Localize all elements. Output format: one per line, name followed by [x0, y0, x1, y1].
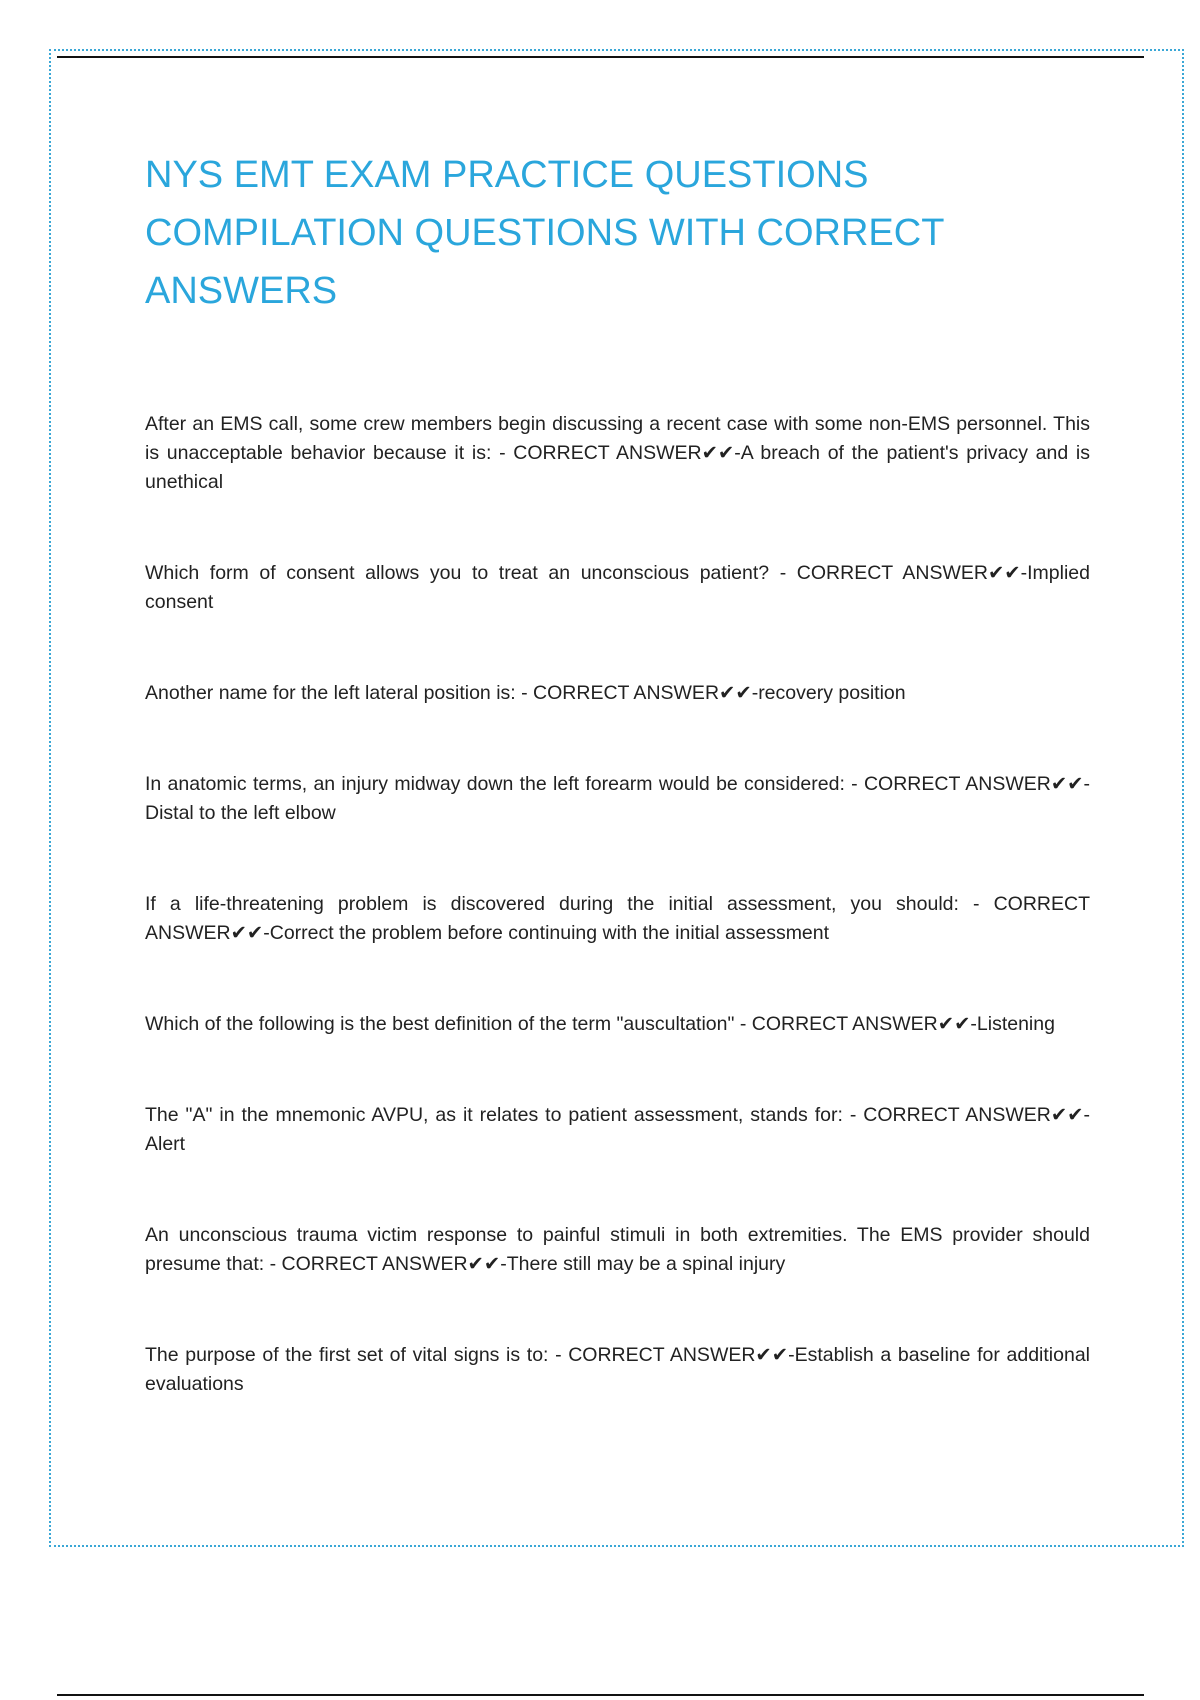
question-item: Another name for the left lateral position is: - CORRECT ANSWER✔✔-recovery position [145, 682, 906, 704]
question-item: If a life-threatening problem is discovered during the initial assessment, you should: - CORRECT ANSWER✔✔-Correct the problem before continuing with the initial assessment [145, 893, 1090, 944]
question-item: The purpose of the first set of vital signs is to: - CORRECT ANSWER✔✔-Establish a baseline for additional evaluations [145, 1344, 1090, 1395]
question-item: An unconscious trauma victim response to painful stimuli in both extremities. The EMS provider should presume that: - CORRECT ANSWER✔✔-There still may be a spinal injury [145, 1224, 1090, 1275]
question-item: Which form of consent allows you to treat an unconscious patient? - CORRECT ANSWER✔✔-Implied consent [145, 562, 1090, 613]
question-item: After an EMS call, some crew members begin discussing a recent case with some non-EMS personnel. This is unacceptable behavior because it is: - CORRECT ANSWER✔✔-A breach of the patient's privacy and is unethical [145, 413, 1090, 493]
question-list [145, 410, 1090, 1399]
question-item: Which of the following is the best definition of the term "auscultation" - CORRECT ANSWER✔✔-Listening [145, 1013, 1055, 1035]
bottom-rule [57, 1694, 1144, 1696]
question-item: The "A" in the mnemonic AVPU, as it relates to patient assessment, stands for: - CORRECT ANSWER✔✔-Alert [145, 1104, 1090, 1155]
top-rule [57, 56, 1144, 58]
document-title: NYS EMT EXAM PRACTICE QUESTIONS COMPILATION QUESTIONS WITH CORRECT ANSWERS [145, 154, 944, 312]
question-item: In anatomic terms, an injury midway down the left forearm would be considered: - CORRECT ANSWER✔✔-Distal to the left elbow [145, 773, 1090, 824]
